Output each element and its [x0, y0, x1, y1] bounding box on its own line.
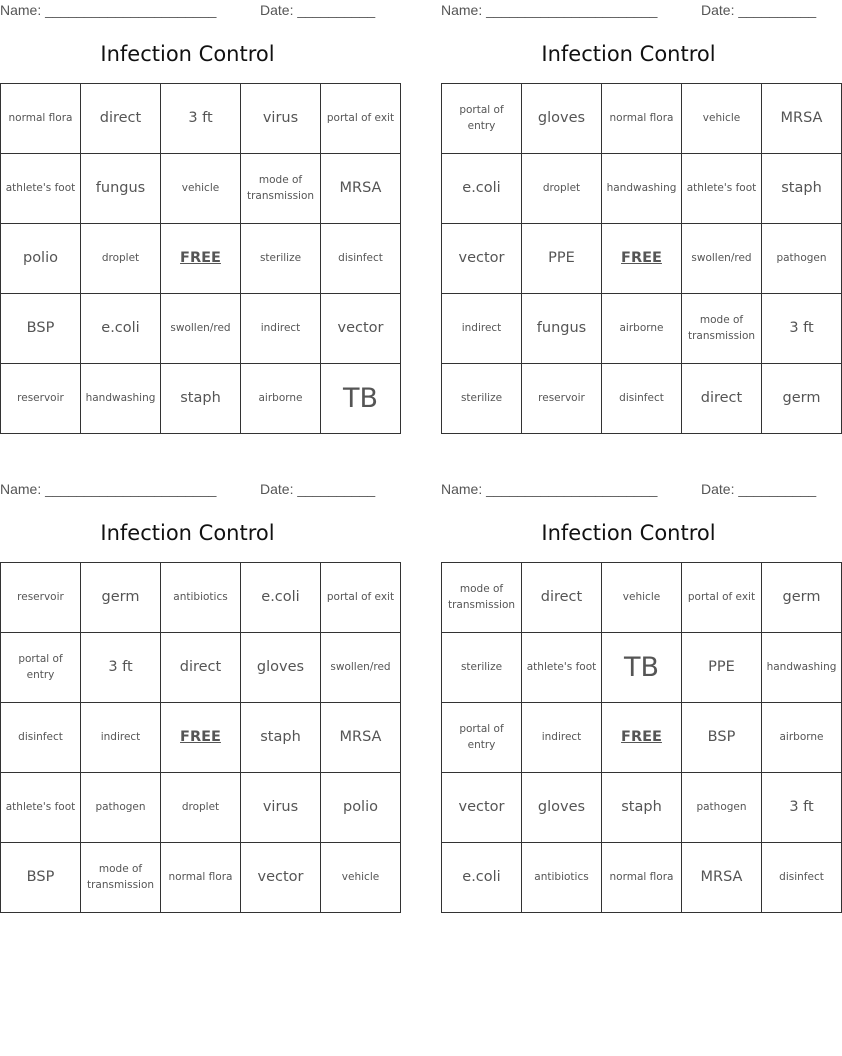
bingo-cell[interactable]: e.coli [442, 843, 522, 913]
bingo-cell[interactable]: portal of entry [1, 633, 81, 703]
bingo-cell[interactable]: vehicle [602, 563, 682, 633]
bingo-cell[interactable]: disinfect [762, 843, 842, 913]
bingo-cell[interactable]: staph [241, 703, 321, 773]
bingo-cell[interactable]: swollen/red [321, 633, 401, 703]
bingo-cell[interactable]: 3 ft [161, 84, 241, 154]
card-title: Infection Control [541, 521, 716, 545]
card-title: Infection Control [100, 521, 275, 545]
bingo-cell[interactable]: indirect [241, 294, 321, 364]
name-field[interactable]: Name: ______________________ [0, 481, 217, 497]
bingo-cell[interactable]: swollen/red [682, 224, 762, 294]
bingo-cell[interactable]: portal of exit [321, 563, 401, 633]
bingo-cell[interactable]: sterilize [442, 364, 522, 434]
bingo-cell[interactable]: normal flora [602, 84, 682, 154]
bingo-grid [0, 83, 401, 434]
bingo-cell[interactable]: sterilize [442, 633, 522, 703]
bingo-cell[interactable]: PPE [522, 224, 602, 294]
card-title: Infection Control [541, 42, 716, 66]
name-field[interactable]: Name: ______________________ [441, 481, 658, 497]
bingo-cell[interactable]: antibiotics [161, 563, 241, 633]
bingo-cell[interactable]: 3 ft [762, 294, 842, 364]
bingo-cell[interactable]: disinfect [1, 703, 81, 773]
bingo-cell[interactable]: fungus [81, 154, 161, 224]
bingo-cell[interactable]: normal flora [161, 843, 241, 913]
bingo-cell[interactable]: mode of transmission [442, 563, 522, 633]
bingo-cell[interactable]: disinfect [602, 364, 682, 434]
bingo-cell[interactable]: mode of transmission [241, 154, 321, 224]
name-field[interactable]: Name: ______________________ [0, 2, 217, 18]
free-space-cell[interactable]: FREE [602, 224, 682, 294]
free-space-cell[interactable]: FREE [161, 224, 241, 294]
bingo-cell[interactable]: droplet [81, 224, 161, 294]
bingo-cell[interactable]: staph [602, 773, 682, 843]
bingo-cell[interactable]: pathogen [682, 773, 762, 843]
bingo-cell[interactable]: mode of transmission [81, 843, 161, 913]
bingo-cell[interactable]: mode of transmission [682, 294, 762, 364]
bingo-cell[interactable]: vector [321, 294, 401, 364]
bingo-cell[interactable]: disinfect [321, 224, 401, 294]
card-title: Infection Control [100, 42, 275, 66]
bingo-cell[interactable]: portal of entry [442, 84, 522, 154]
bingo-cell[interactable]: e.coli [241, 563, 321, 633]
bingo-cell[interactable]: athlete's foot [522, 633, 602, 703]
bingo-cell[interactable]: TB [321, 364, 401, 434]
bingo-cell[interactable]: 3 ft [762, 773, 842, 843]
bingo-cell[interactable]: reservoir [1, 364, 81, 434]
bingo-cell[interactable]: vehicle [321, 843, 401, 913]
bingo-cell[interactable]: germ [762, 563, 842, 633]
bingo-cell[interactable]: BSP [1, 294, 81, 364]
bingo-cell[interactable]: droplet [522, 154, 602, 224]
date-field[interactable]: Date: __________ [260, 481, 376, 497]
bingo-cell[interactable]: BSP [1, 843, 81, 913]
bingo-cell[interactable]: indirect [81, 703, 161, 773]
bingo-cell[interactable]: virus [241, 773, 321, 843]
bingo-cell[interactable]: PPE [682, 633, 762, 703]
bingo-cell[interactable]: MRSA [321, 154, 401, 224]
date-field[interactable]: Date: __________ [701, 481, 817, 497]
name-field[interactable]: Name: ______________________ [441, 2, 658, 18]
bingo-cell[interactable]: handwashing [81, 364, 161, 434]
bingo-cell[interactable]: vehicle [161, 154, 241, 224]
bingo-cell[interactable]: polio [321, 773, 401, 843]
bingo-cell[interactable]: TB [602, 633, 682, 703]
free-space-cell[interactable]: FREE [602, 703, 682, 773]
bingo-cell[interactable]: airborne [602, 294, 682, 364]
bingo-grid [0, 562, 401, 913]
bingo-cell[interactable]: swollen/red [161, 294, 241, 364]
bingo-cell[interactable]: sterilize [241, 224, 321, 294]
bingo-cell[interactable]: MRSA [682, 843, 762, 913]
bingo-cell[interactable]: athlete's foot [682, 154, 762, 224]
bingo-cell[interactable]: gloves [522, 84, 602, 154]
bingo-cell[interactable]: germ [762, 364, 842, 434]
bingo-cell[interactable]: airborne [241, 364, 321, 434]
bingo-cell[interactable]: handwashing [602, 154, 682, 224]
date-field[interactable]: Date: __________ [260, 2, 376, 18]
bingo-cell[interactable]: vehicle [682, 84, 762, 154]
bingo-cell[interactable]: MRSA [762, 84, 842, 154]
date-field[interactable]: Date: __________ [701, 2, 817, 18]
bingo-cell[interactable]: normal flora [1, 84, 81, 154]
bingo-card-2 [441, 0, 827, 440]
bingo-cell[interactable]: e.coli [81, 294, 161, 364]
bingo-grid [441, 562, 842, 913]
bingo-cell[interactable]: polio [1, 224, 81, 294]
bingo-cell[interactable]: airborne [762, 703, 842, 773]
bingo-cell[interactable]: portal of exit [682, 563, 762, 633]
free-space-cell[interactable]: FREE [161, 703, 241, 773]
bingo-cell[interactable]: athlete's foot [1, 773, 81, 843]
bingo-cell[interactable]: MRSA [321, 703, 401, 773]
bingo-cell[interactable]: direct [81, 84, 161, 154]
bingo-cell[interactable]: staph [161, 364, 241, 434]
bingo-card-3 [0, 479, 395, 919]
bingo-card-1 [0, 0, 395, 440]
bingo-cell[interactable]: germ [81, 563, 161, 633]
bingo-cell[interactable]: portal of entry [442, 703, 522, 773]
bingo-cell[interactable]: fungus [522, 294, 602, 364]
bingo-cell[interactable]: 3 ft [81, 633, 161, 703]
bingo-cell[interactable]: direct [682, 364, 762, 434]
bingo-cell[interactable]: indirect [442, 294, 522, 364]
bingo-cell[interactable]: pathogen [762, 224, 842, 294]
bingo-cell[interactable]: indirect [522, 703, 602, 773]
bingo-cell[interactable]: reservoir [522, 364, 602, 434]
bingo-cell[interactable]: gloves [522, 773, 602, 843]
bingo-cell[interactable]: portal of exit [321, 84, 401, 154]
bingo-cell[interactable]: direct [522, 563, 602, 633]
bingo-cell[interactable]: e.coli [442, 154, 522, 224]
bingo-cell[interactable]: virus [241, 84, 321, 154]
bingo-cell[interactable]: droplet [161, 773, 241, 843]
bingo-card-4 [441, 479, 837, 919]
bingo-cell[interactable]: vector [442, 224, 522, 294]
bingo-cell[interactable]: direct [161, 633, 241, 703]
bingo-cell[interactable]: staph [762, 154, 842, 224]
bingo-cell[interactable]: antibiotics [522, 843, 602, 913]
bingo-cell[interactable]: normal flora [602, 843, 682, 913]
bingo-cell[interactable]: pathogen [81, 773, 161, 843]
bingo-cell[interactable]: vector [241, 843, 321, 913]
bingo-cell[interactable]: reservoir [1, 563, 81, 633]
bingo-cell[interactable]: handwashing [762, 633, 842, 703]
bingo-cell[interactable]: vector [442, 773, 522, 843]
bingo-cell[interactable]: gloves [241, 633, 321, 703]
bingo-cell[interactable]: BSP [682, 703, 762, 773]
bingo-grid [441, 83, 842, 434]
bingo-cell[interactable]: athlete's foot [1, 154, 81, 224]
